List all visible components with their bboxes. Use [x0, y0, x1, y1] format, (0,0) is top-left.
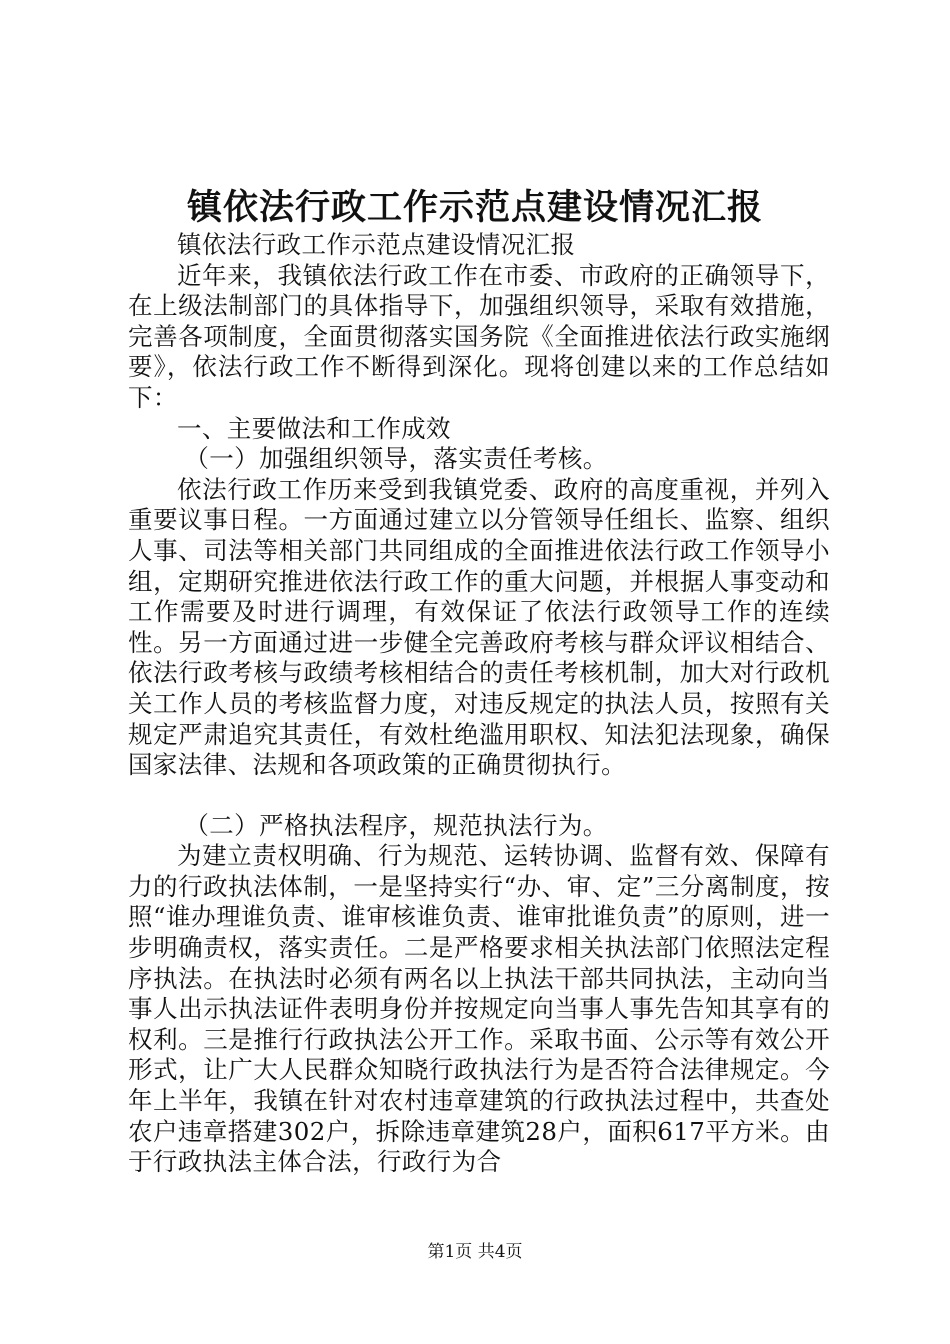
- page-footer: 第1页 共4页: [427, 1242, 523, 1262]
- intro-paragraph: 近年来，我镇依法行政工作在市委、市政府的正确领导下，在上级法制部门的具体指导下，加强组织领导，采取有效措施，完善各项制度，全面贯彻落实国务院《全面推进依法行政实施纲要》，依法行政工作不断得到深化。现将创建以来的工作总结如下：: [128, 260, 830, 412]
- subtitle-paragraph: 镇依法行政工作示范点建设情况汇报: [177, 230, 576, 259]
- document-title: 镇依法行政工作示范点建设情况汇报: [186, 187, 763, 228]
- body-paragraph-1: 依法行政工作历来受到我镇党委、政府的高度重视，并列入重要议事日程。一方面通过建立以分管领导任组长、监察、组织人事、司法等相关部门共同组成的全面推进依法行政工作领导小组，定期研究推进依法行政工作的重大问题，并根据人事变动和工作需要及时进行调理，有效保证了依法行政领导工作的连续性。另一方面通过进一步健全完善政府考核与群众评议相结合、依法行政考核与政绩考核相结合的责任考核机制，加大对行政机关工作人员的考核监督力度，对违反规定的执法人员，按照有关规定严肃追究其责任，有效杜绝滥用职权、知法犯法现象，确保国家法律、法规和各项政策的正确贯彻执行。: [128, 474, 830, 780]
- body-paragraph-2: 为建立责权明确、行为规范、运转协调、监督有效、保障有力的行政执法体制，一是坚持实行“办、审、定”三分离制度，按照“谁办理谁负责、谁审核谁负责、谁审批谁负责”的原则，进一步明确责权，落实责任。二是严格要求相关执法部门依照法定程序执法。在执法时必须有两名以上执法干部共同执法，主动向当事人出示执法证件表明身份并按规定向当事人事先告知其享有的权利。三是推行行政执法公开工作。采取书面、公示等有效公开形式，让广大人民群众知晓行政执法行为是否符合法律规定。今年上半年，我镇在针对农村违章建筑的行政执法过程中，共查处农户违章搭建302户，拆除违章建筑28户，面积617平方米。由于行政执法主体合法，行政行为合: [128, 841, 830, 1177]
- subsection-heading-1: （一）加强组织领导，落实责任考核。: [184, 444, 608, 474]
- section-heading: 一、主要做法和工作成效: [177, 413, 451, 443]
- document-body: [128, 230, 830, 1178]
- subsection-heading-2: （二）严格执法程序，规范执法行为。: [184, 810, 608, 840]
